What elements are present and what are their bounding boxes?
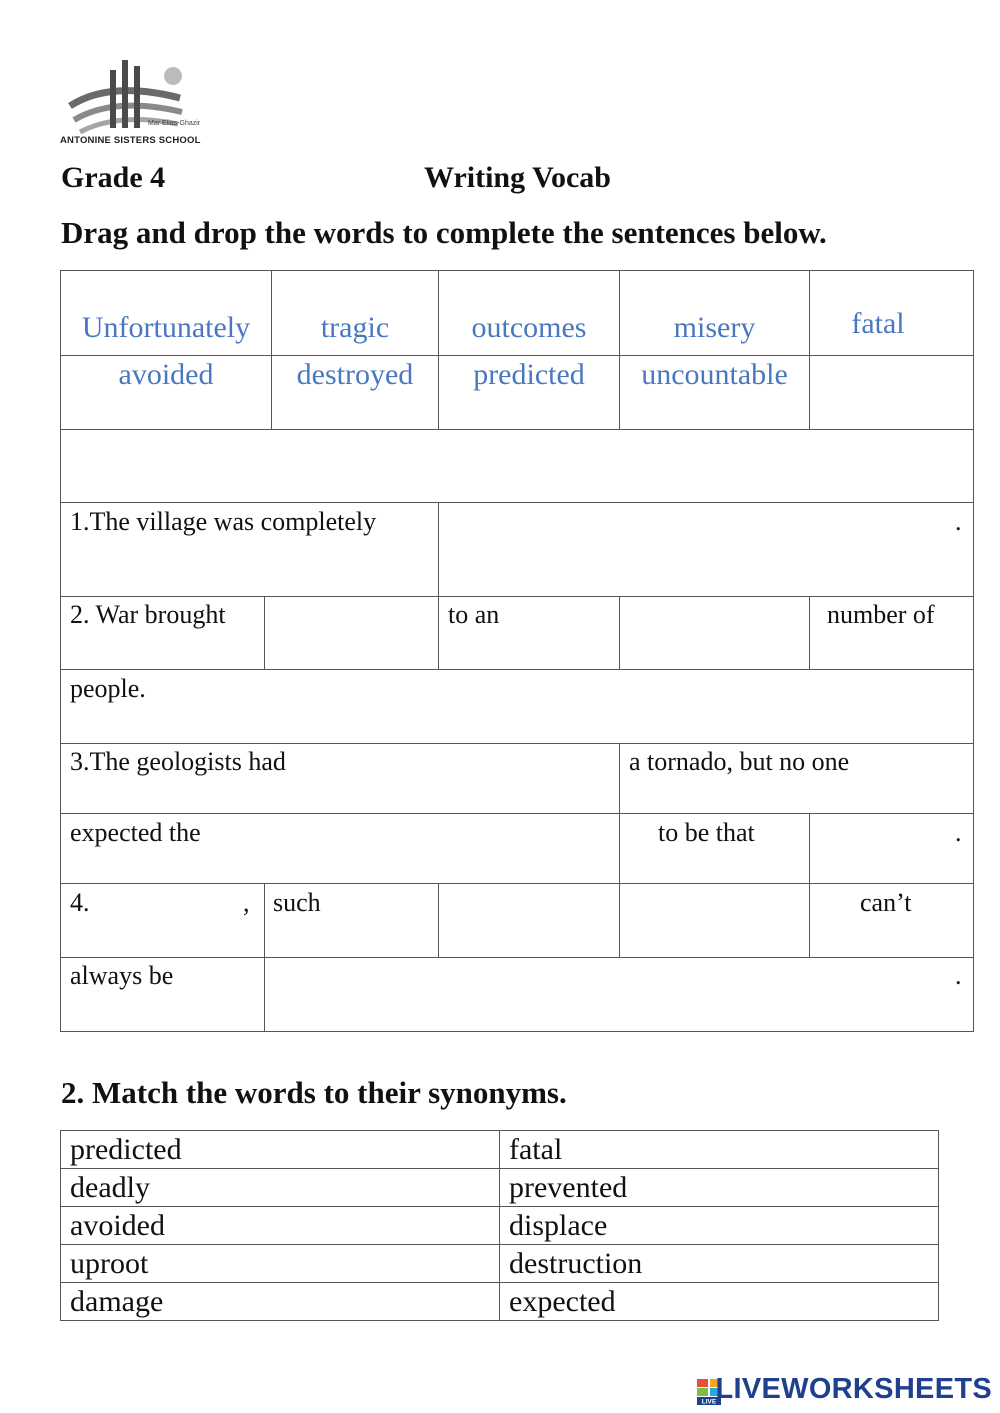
- instruction: Drag and drop the words to complete the sentences below.: [61, 215, 827, 250]
- drop-zone-3c[interactable]: [817, 821, 947, 876]
- drop-zone-2b[interactable]: [627, 604, 803, 662]
- match-synonym[interactable]: expected: [500, 1283, 939, 1321]
- match-synonym[interactable]: prevented: [500, 1169, 939, 1207]
- table-row: [61, 1245, 939, 1283]
- brand-mark-text: LIVE: [701, 1398, 717, 1405]
- drop-zone-4b[interactable]: [446, 891, 612, 949]
- sentence-1-start: 1.The village was completely: [70, 507, 377, 536]
- sentence-2-mid: to an: [448, 600, 500, 629]
- table-row: [61, 1131, 939, 1169]
- grade-label: Grade 4: [61, 161, 166, 194]
- word-cell: [809, 355, 974, 430]
- drop-zone-3a[interactable]: [345, 751, 610, 806]
- page-title: Writing Vocab: [424, 161, 611, 194]
- spacer-row: [60, 429, 974, 503]
- sentence-4-such: such: [273, 888, 321, 917]
- sentence-3-mid2: to be that: [658, 818, 755, 847]
- sentence-4-end: .: [955, 961, 962, 990]
- word-unfortunately[interactable]: Unfortunately: [81, 311, 251, 344]
- match-word[interactable]: deadly: [61, 1169, 500, 1207]
- sentence-3-end: .: [955, 818, 962, 847]
- match-word[interactable]: uproot: [61, 1245, 500, 1283]
- drop-zone-4c[interactable]: [627, 891, 803, 949]
- drop-zone-3b[interactable]: [250, 821, 610, 876]
- match-synonym[interactable]: displace: [500, 1207, 939, 1245]
- exercise2-title: 2. Match the words to their synonyms.: [61, 1075, 567, 1110]
- sentence-4-cont: always be: [70, 961, 174, 990]
- drop-zone-2a[interactable]: [272, 604, 432, 662]
- table-row: [61, 1169, 939, 1207]
- logo-subtext: Mar Elias-Ghazir: [148, 120, 201, 127]
- sentence-2-cont: people.: [70, 674, 146, 703]
- word-outcomes[interactable]: outcomes: [471, 311, 587, 344]
- drop-zone-4a[interactable]: [95, 891, 235, 949]
- drop-zone-1[interactable]: [448, 512, 928, 582]
- word-tragic[interactable]: tragic: [320, 311, 390, 344]
- match-word[interactable]: avoided: [61, 1207, 500, 1245]
- match-synonym[interactable]: fatal: [500, 1131, 939, 1169]
- match-word[interactable]: predicted: [61, 1131, 500, 1169]
- sentence-3-mid: a tornado, but no one: [629, 747, 850, 776]
- match-table: [60, 1130, 939, 1321]
- sentence-2-start: 2. War brought: [70, 600, 226, 629]
- drop-zone-4d[interactable]: [272, 965, 942, 1023]
- sentence-cell: [60, 669, 974, 744]
- table-row: [61, 1283, 939, 1321]
- match-synonym[interactable]: destruction: [500, 1245, 939, 1283]
- sentence-3-cont: expected the: [70, 818, 201, 847]
- sentence-1-end: .: [955, 507, 962, 536]
- school-name: ANTONINE SISTERS SCHOOL: [60, 135, 201, 146]
- word-avoided[interactable]: avoided: [118, 358, 214, 391]
- match-word[interactable]: damage: [61, 1283, 500, 1321]
- word-misery[interactable]: misery: [673, 311, 756, 344]
- table-row: [61, 1207, 939, 1245]
- word-destroyed[interactable]: destroyed: [296, 358, 414, 391]
- sentence-4-start: 4.: [70, 888, 90, 917]
- word-uncountable[interactable]: uncountable: [641, 358, 788, 391]
- sentence-4-cant: can’t: [860, 888, 912, 917]
- sentence-4-comma: ,: [243, 888, 250, 917]
- word-fatal[interactable]: fatal: [851, 307, 905, 340]
- brand-name[interactable]: LIVEWORKSHEETS: [715, 1373, 992, 1405]
- word-predicted[interactable]: predicted: [473, 358, 585, 391]
- sentence-3-start: 3.The geologists had: [70, 747, 286, 776]
- sentence-2-end: number of: [827, 600, 935, 629]
